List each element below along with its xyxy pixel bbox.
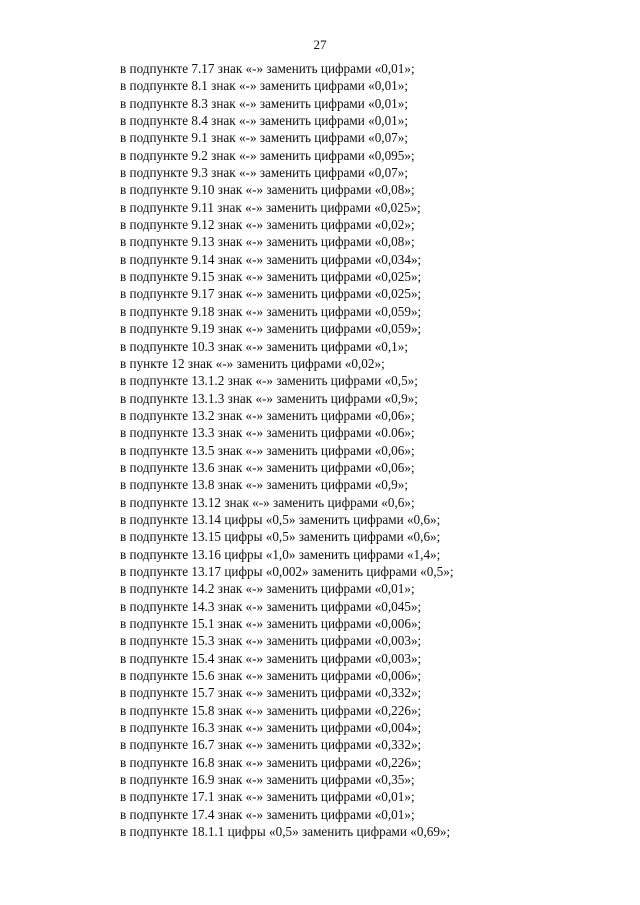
amendment-list — [120, 60, 620, 840]
amendment-line: в подпункте 16.9 знак «-» заменить цифрами «0,35»; — [120, 772, 415, 788]
page-number: 27 — [313, 37, 327, 52]
amendment-line: в подпункте 13.8 знак «-» заменить цифрами «0,9»; — [120, 477, 409, 493]
amendment-line: в подпункте 13.1.2 знак «-» заменить цифрами «0,5»; — [120, 373, 418, 389]
amendment-line: в подпункте 13.2 знак «-» заменить цифрами «0,06»; — [120, 407, 415, 423]
amendment-line: в подпункте 17.4 знак «-» заменить цифрами «0,01»; — [120, 806, 415, 822]
amendment-line: в подпункте 9.17 знак «-» заменить цифрами «0,025»; — [120, 286, 422, 302]
amendment-line: в подпункте 14.2 знак «-» заменить цифрами «0,01»; — [120, 581, 415, 597]
amendment-line: в подпункте 16.8 знак «-» заменить цифрами «0,226»; — [120, 754, 422, 770]
amendment-line: в подпункте 13.5 знак «-» заменить цифрами «0,06»; — [120, 442, 415, 458]
amendment-line: в подпункте 17.1 знак «-» заменить цифрами «0,01»; — [120, 789, 415, 805]
amendment-line: в подпункте 15.1 знак «-» заменить цифрами «0,006»; — [120, 616, 422, 631]
amendment-line: в подпункте 9.10 знак «-» заменить цифрами «0,08»; — [120, 182, 415, 198]
amendment-line: в подпункте 9.14 знак «-» заменить цифрами «0,034»; — [120, 251, 422, 267]
amendment-line: в подпункте 8.3 знак «-» заменить цифрами «0,01»; — [120, 95, 409, 111]
amendment-line: в подпункте 13.12 знак «-» заменить цифрами «0,6»; — [120, 494, 415, 510]
amendment-line: в подпункте 13.16 цифры «1,0» заменить цифрами «1,4»; — [120, 546, 441, 562]
amendment-line: в подпункте 9.1 знак «-» заменить цифрами «0,07»; — [120, 130, 409, 146]
amendment-line: в подпункте 15.3 знак «-» заменить цифрами «0,003»; — [120, 633, 422, 649]
amendment-line: в подпункте 13.15 цифры «0,5» заменить цифрами «0,6»; — [120, 529, 441, 545]
amendment-line: в подпункте 13.17 цифры «0,002» заменить цифрами «0,5»; — [120, 563, 454, 579]
amendment-line: в подпункте 10.3 знак «-» заменить цифрами «0,1»; — [120, 338, 409, 354]
amendment-line: в подпункте 15.4 знак «-» заменить цифрами «0,003»; — [120, 650, 422, 666]
amendment-line: в подпункте 9.3 знак «-» заменить цифрами «0,07»; — [120, 165, 409, 181]
amendment-line: в подпункте 9.15 знак «-» заменить цифрами «0,025»; — [120, 269, 422, 285]
amendment-line: в подпункте 9.2 знак «-» заменить цифрами «0,095»; — [120, 147, 415, 163]
amendment-line: в подпункте 16.3 знак «-» заменить цифрами «0,004»; — [120, 720, 422, 736]
amendment-line: в подпункте 16.7 знак «-» заменить цифрами «0,332»; — [120, 737, 422, 753]
amendment-line: в подпункте 8.1 знак «-» заменить цифрами «0,01»; — [120, 78, 409, 94]
amendment-line: в подпункте 13.1.3 знак «-» заменить цифрами «0,9»; — [120, 390, 418, 406]
amendment-line: в подпункте 7.17 знак «-» заменить цифрами «0,01»; — [120, 61, 415, 76]
amendment-line: в подпункте 18.1.1 цифры «0,5» заменить цифрами «0,69»; — [120, 824, 451, 840]
amendment-line: в подпункте 9.19 знак «-» заменить цифрами «0,059»; — [120, 321, 422, 337]
amendment-line: в подпункте 8.4 знак «-» заменить цифрами «0,01»; — [120, 113, 409, 129]
amendment-line: в подпункте 9.13 знак «-» заменить цифрами «0,08»; — [120, 234, 415, 250]
amendment-line: в пункте 12 знак «-» заменить цифрами «0,02»; — [120, 355, 385, 371]
amendment-line: в подпункте 13.14 цифры «0,5» заменить цифрами «0,6»; — [120, 511, 441, 527]
amendment-line: в подпункте 13.6 знак «-» заменить цифрами «0,06»; — [120, 459, 415, 475]
amendment-line: в подпункте 15.6 знак «-» заменить цифрами «0,006»; — [120, 668, 422, 684]
amendment-line: в подпункте 15.8 знак «-» заменить цифрами «0,226»; — [120, 702, 422, 718]
amendment-line: в подпункте 9.11 знак «-» заменить цифрами «0,025»; — [120, 199, 421, 215]
amendment-line: в подпункте 9.18 знак «-» заменить цифрами «0,059»; — [120, 303, 422, 319]
amendment-line: в подпункте 13.3 знак «-» заменить цифрами «0.06»; — [120, 425, 415, 441]
amendment-line: в подпункте 15.7 знак «-» заменить цифрами «0,332»; — [120, 685, 422, 701]
amendment-line: в подпункте 14.3 знак «-» заменить цифрами «0,045»; — [120, 598, 422, 614]
amendment-line: в подпункте 9.12 знак «-» заменить цифрами «0,02»; — [120, 217, 415, 233]
